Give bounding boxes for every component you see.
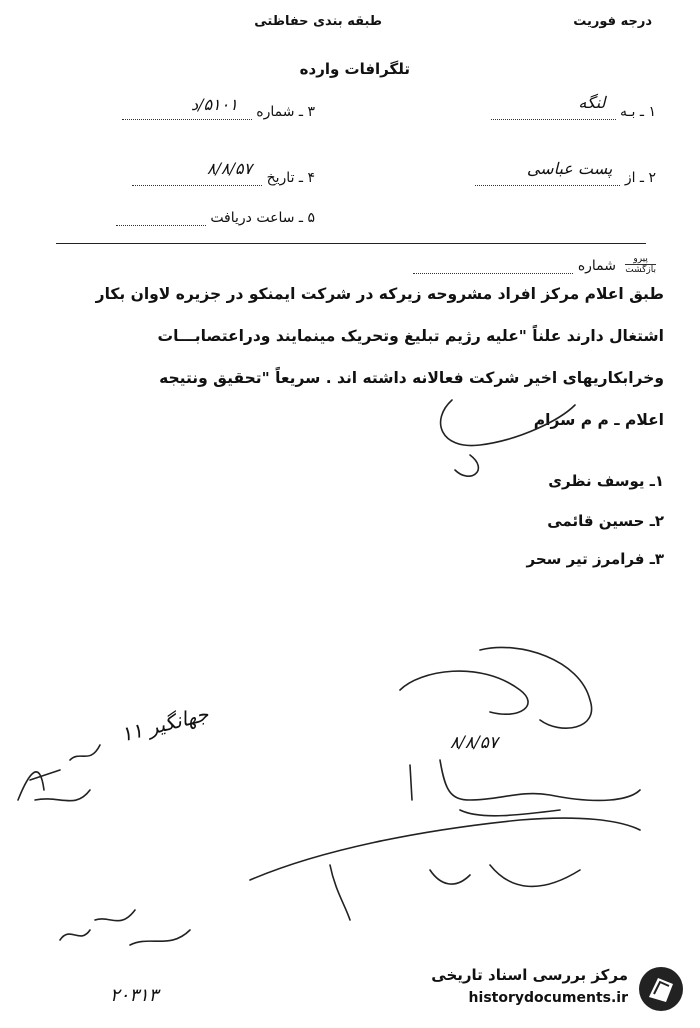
list-item: ۱ـ یوسف نظری: [548, 472, 664, 490]
signature-top: [400, 671, 528, 714]
to-label: ۱ ـ بـه: [619, 104, 656, 120]
body-line-4: اعلام ـ م م سرام: [533, 411, 664, 429]
bottom-number: ۲۰۳۱۳: [110, 985, 159, 1006]
reference-label-top: پیرو: [633, 254, 648, 264]
date-label: ۴ ـ تاریخ: [266, 170, 315, 186]
signature-tail: [330, 865, 350, 920]
archive-logo: [636, 964, 686, 1014]
priority-label: درجه فوریت: [573, 14, 652, 29]
reference-label-bottom: بازگشت: [625, 265, 656, 275]
number-value: ۵۱۰۱/د: [190, 95, 238, 114]
to-value: لنگه: [578, 93, 606, 112]
ink-curl: [441, 400, 575, 446]
body-line-2: اشتغال دارند علناً "علیه رژیم تبلیغ وتحریک مینمایند ودراعتصابـــات: [157, 327, 664, 345]
bottom-signature-b: [130, 930, 190, 945]
margin-scribble-a: [18, 770, 90, 801]
signature-stroke-2: [460, 810, 560, 816]
from-label: ۲ ـ از: [624, 170, 656, 186]
list-item: ۳ـ فرامرز تیر سحر: [526, 550, 664, 568]
reference-number-label: شماره: [577, 258, 616, 274]
date-value: ۸/۸/۵۷: [207, 159, 253, 178]
watermark-org-name: مرکز بررسی اسناد تاریخی: [431, 966, 628, 984]
list-item: ۲ـ حسین قائمی: [547, 512, 664, 530]
body-line-3: وخرابکاریهای اخیر شرکت فعالانه داشته اند . سریعاً "تحقیق ونتیجه: [159, 369, 664, 387]
body-line-1: طبق اعلام مرکز افراد مشروحه زیرکه در شرکت ایمنکو در جزیره لاوان بکار: [95, 285, 664, 303]
bottom-signature-a: [60, 910, 135, 940]
number-label: ۳ ـ شماره: [256, 104, 315, 120]
signature-long-stroke: [250, 818, 640, 880]
stamp-date: ۸/۸/۵۷: [450, 733, 498, 753]
margin-scribble-b: [70, 745, 100, 760]
watermark-website: historydocuments.ir: [468, 990, 628, 1006]
signature-curl: [480, 647, 592, 728]
archive-logo-icon: [636, 964, 686, 1014]
signature-lower: [430, 865, 580, 886]
margin-note: جهانگیر ۱۱: [118, 701, 211, 747]
signature-stroke-1: [410, 760, 640, 800]
watermark: [401, 960, 686, 1020]
classification-label: طبقه بندی حفاظتی: [254, 14, 382, 29]
form-title: تلگرافات وارده: [299, 60, 410, 78]
receipt-label: ۵ ـ ساعت دریافت: [210, 210, 315, 226]
from-value: پست عباسی: [526, 159, 613, 178]
ink-loop: [455, 455, 478, 476]
